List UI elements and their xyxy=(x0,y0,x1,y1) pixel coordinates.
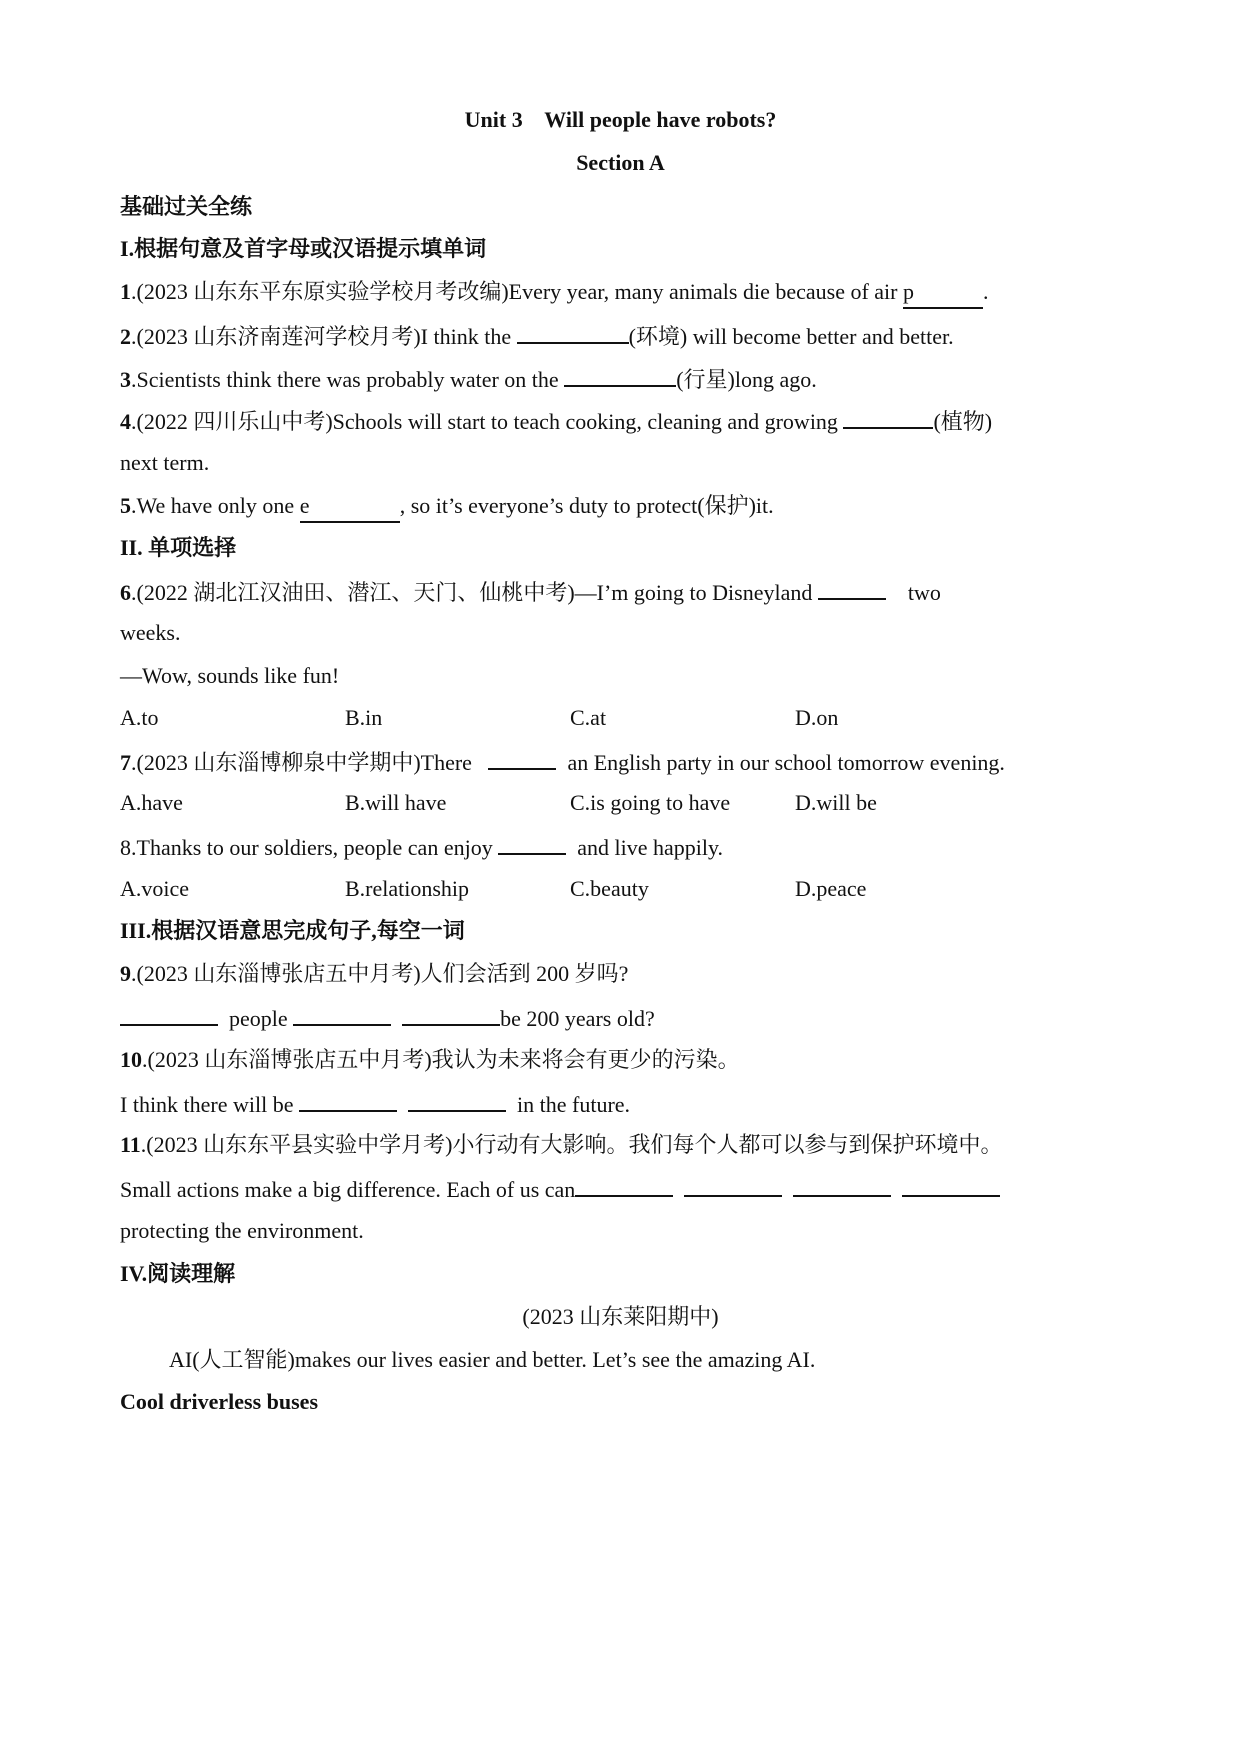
part2-heading xyxy=(120,533,236,563)
q1-end: . xyxy=(983,279,989,304)
q6-option-a[interactable]: A.to xyxy=(120,705,159,730)
question-1 xyxy=(120,277,989,309)
q5-end: , so it’s everyone’s duty to protect(保护)it. xyxy=(399,493,774,518)
q1-blank[interactable] xyxy=(903,277,983,309)
q5-blank[interactable] xyxy=(300,491,400,523)
q6-end: two xyxy=(907,580,941,605)
q7-number: 7 xyxy=(120,750,131,775)
part1-heading xyxy=(120,234,486,264)
question-9 xyxy=(120,959,628,989)
question-6 xyxy=(120,576,941,608)
q10-blank-2[interactable] xyxy=(408,1088,506,1112)
q2-text: .(2023 山东济南莲河学校月考)I think the xyxy=(131,324,517,349)
q4-text: .(2022 四川乐山中考)Schools will start to teach cooking, cleaning and growing xyxy=(131,409,844,434)
q10-number: 10 xyxy=(120,1047,142,1072)
q6-blank[interactable] xyxy=(818,576,886,600)
part3-heading xyxy=(120,916,465,946)
q6-text: .(2022 湖北江汉油田、潜江、天门、仙桃中考)—I’m going to Disneyland xyxy=(131,580,818,605)
q1-text: .(2023 山东东平东原实验学校月考改编)Every year, many animals die because of air xyxy=(131,279,903,304)
q8-text: 8.Thanks to our soldiers, people can enjoy xyxy=(120,835,499,860)
q10-pre: I think there will be xyxy=(120,1092,300,1117)
q9-blank-1[interactable] xyxy=(120,1002,218,1026)
q5-text: .We have only one xyxy=(131,493,300,518)
q5-hint: e xyxy=(299,493,310,518)
q9-word: people xyxy=(229,1006,288,1031)
q3-end: (行星)long ago. xyxy=(676,367,817,392)
q6-continuation: weeks. xyxy=(120,620,181,645)
q7-blank[interactable] xyxy=(488,746,556,770)
q3-blank[interactable] xyxy=(564,363,676,387)
q3-number: 3 xyxy=(120,367,131,392)
q6-option-b[interactable]: B.in xyxy=(345,705,383,730)
q8-blank[interactable] xyxy=(498,831,566,855)
q4-end: (植物) xyxy=(933,409,993,434)
part4-title: .阅读理解 xyxy=(141,1261,236,1286)
question-7 xyxy=(120,746,1005,778)
q11-continuation: protecting the environment. xyxy=(120,1218,364,1243)
q4-blank[interactable] xyxy=(843,405,933,429)
q7-option-c[interactable]: C.is going to have xyxy=(570,790,731,815)
q2-number: 2 xyxy=(120,324,131,349)
reading-subheading: Cool driverless buses xyxy=(120,1389,318,1414)
q6-option-d[interactable]: D.on xyxy=(795,705,839,730)
q11-blank-3[interactable] xyxy=(793,1173,891,1197)
q11-blank-1[interactable] xyxy=(575,1173,673,1197)
part2-roman: II xyxy=(120,535,138,560)
q8-option-a[interactable]: A.voice xyxy=(120,876,190,901)
question-5 xyxy=(120,491,774,523)
question-8 xyxy=(120,831,723,863)
question-11 xyxy=(120,1130,1002,1160)
q1-number: 1 xyxy=(120,279,131,304)
practice-heading: 基础过关全练 xyxy=(120,194,253,219)
q9-number: 9 xyxy=(120,961,131,986)
q6-number: 6 xyxy=(120,580,131,605)
section-title: Section A xyxy=(576,150,665,175)
q3-text: .Scientists think there was probably water on the xyxy=(131,367,565,392)
q9-answer-line xyxy=(120,1002,655,1034)
part4-heading xyxy=(120,1259,235,1289)
q8-end: and live happily. xyxy=(577,835,724,860)
q2-blank[interactable] xyxy=(517,320,629,344)
q7-option-b[interactable]: B.will have xyxy=(345,790,447,815)
question-4 xyxy=(120,405,992,437)
q9-blank-3[interactable] xyxy=(402,1002,500,1026)
q11-answer-line xyxy=(120,1173,1000,1205)
q7-option-d[interactable]: D.will be xyxy=(795,790,877,815)
q8-option-b[interactable]: B.relationship xyxy=(345,876,470,901)
q10-answer-line xyxy=(120,1088,630,1120)
q4-continuation: next term. xyxy=(120,450,210,475)
part1-roman: I xyxy=(120,236,129,261)
q6-option-c[interactable]: C.at xyxy=(570,705,607,730)
reading-intro: AI(人工智能)makes our lives easier and better. Let’s see the amazing AI. xyxy=(169,1347,816,1372)
q4-number: 4 xyxy=(120,409,131,434)
part2-title: . 单项选择 xyxy=(137,535,237,560)
part3-roman: III xyxy=(120,918,146,943)
q1-hint: p xyxy=(903,279,914,304)
q9-blank-2[interactable] xyxy=(293,1002,391,1026)
q5-number: 5 xyxy=(120,493,131,518)
question-10 xyxy=(120,1045,740,1075)
q7-end: an English party in our school tomorrow evening. xyxy=(567,750,1005,775)
q10-end: in the future. xyxy=(517,1092,631,1117)
q10-text: .(2023 山东淄博张店五中月考)我认为未来将会有更少的污染。 xyxy=(142,1047,740,1072)
q6-reply: —Wow, sounds like fun! xyxy=(120,663,340,688)
q8-option-d[interactable]: D.peace xyxy=(795,876,867,901)
question-2 xyxy=(120,320,954,352)
q11-pre: Small actions make a big difference. Each of us can xyxy=(120,1177,576,1202)
q9-end: be 200 years old? xyxy=(500,1006,655,1031)
q11-blank-2[interactable] xyxy=(684,1173,782,1197)
unit-title: Unit 3 Will people have robots? xyxy=(464,107,777,132)
q11-blank-4[interactable] xyxy=(902,1173,1000,1197)
q11-text: .(2023 山东东平县实验中学月考)小行动有大影响。我们每个人都可以参与到保护环境中。 xyxy=(140,1132,1003,1157)
part4-roman: IV xyxy=(120,1261,142,1286)
q11-number: 11 xyxy=(120,1132,141,1157)
q7-option-a[interactable]: A.have xyxy=(120,790,183,815)
q10-blank-1[interactable] xyxy=(299,1088,397,1112)
reading-source: (2023 山东莱阳期中) xyxy=(522,1304,719,1329)
part3-title: .根据汉语意思完成句子,每空一词 xyxy=(145,918,465,943)
q9-text: .(2023 山东淄博张店五中月考)人们会活到 200 岁吗? xyxy=(131,961,629,986)
q8-option-c[interactable]: C.beauty xyxy=(570,876,649,901)
q2-end: (环境) will become better and better. xyxy=(628,324,954,349)
part1-title: .根据句意及首字母或汉语提示填单词 xyxy=(128,236,487,261)
question-3 xyxy=(120,363,817,395)
q7-text: .(2023 山东淄博柳泉中学期中)There xyxy=(131,750,478,775)
